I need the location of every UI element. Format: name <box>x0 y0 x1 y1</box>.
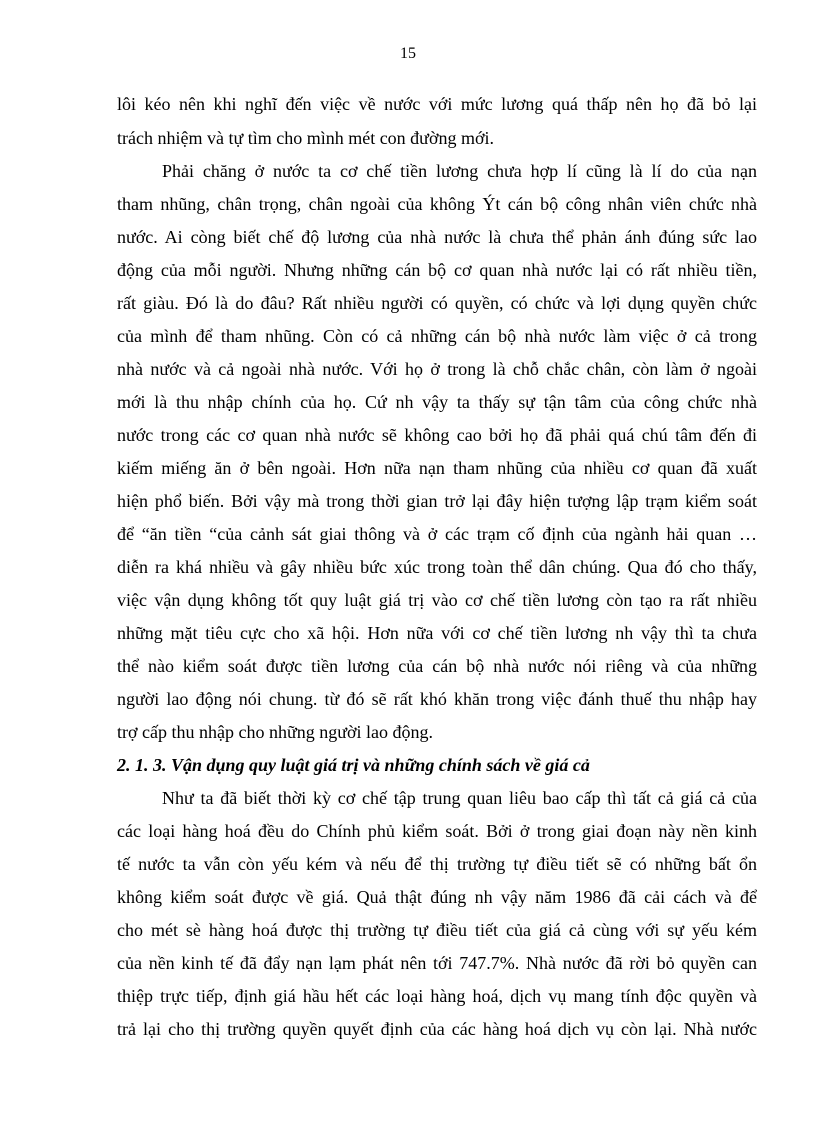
text-line: mới là thu nhập chính của họ. Cứ nh vậy ta thấy sự tận tâm của công chức nhà <box>117 392 757 412</box>
text-line: kiếm miếng ăn ở bên ngoài. Hơn nữa nạn tham nhũng của nhiều cơ quan đã xuất <box>117 458 757 478</box>
text-line: người lao động nói chung. từ đó sẽ rất khó khăn trong việc đánh thuế thu nhập hay <box>117 689 757 709</box>
text-line: diễn ra khá nhiều và gây nhiều bức xúc trong toàn thể dân chúng. Qua đó cho thấy, <box>117 557 757 577</box>
text-line: nước trong các cơ quan nhà nước sẽ không cao bởi họ đã phải quá chú tâm đến đi <box>117 425 757 445</box>
text-line: tham nhũng, chân trọng, chân ngoài của không Ýt cán bộ công nhân viên chức nhà <box>117 194 757 214</box>
text-line: trách nhiệm và tự tìm cho mình mét con đường mới. <box>117 128 494 148</box>
section-heading: 2. 1. 3. Vận dụng quy luật giá trị và những chính sách về giá cả <box>117 755 590 775</box>
text-line: động của mỗi người. Nhưng những cán bộ cơ quan nhà nước lại có rất nhiều tiền, <box>117 260 757 280</box>
text-line: Phải chăng ở nước ta cơ chế tiền lương chưa hợp lí cũng là lí do của nạn <box>162 161 757 181</box>
text-line: của mình để tham nhũng. Còn có cả những cán bộ nhà nước làm việc ở cả trong <box>117 326 757 346</box>
text-line: lôi kéo nên khi nghĩ đến việc về nước với mức lương quá thấp nên họ đã bỏ lại <box>117 94 757 114</box>
text-line: những mặt tiêu cực cho xã hội. Hơn nữa với cơ chế tiền lương nh vậy thì ta chưa <box>117 623 757 643</box>
text-line: để “ăn tiền “của cảnh sát giai thông và ở các trạm cố định của ngành hải quan … <box>117 524 757 544</box>
text-line: thiệp trực tiếp, định giá hầu hết các loại hàng hoá, dịch vụ mang tính độc quyền và <box>117 986 757 1006</box>
text-line: thể nào kiểm soát được tiền lương của cán bộ nhà nước nói riêng và của những <box>117 656 757 676</box>
text-line: không kiểm soát được về giá. Quả thật đúng nh vậy năm 1986 đã cải cách và để <box>117 887 757 907</box>
text-line: nhà nước và cả ngoài nhà nước. Với họ ở trong là chỗ chắc chân, còn làm ở ngoài <box>117 359 757 379</box>
page-number: 15 <box>400 45 416 62</box>
text-line: các loại hàng hoá đều do Chính phủ kiểm soát. Bởi ở trong giai đoạn này nền kinh <box>117 821 757 841</box>
text-line: cho mét sè hàng hoá được thị trường tự điều tiết của giá cả cùng với sự yếu kém <box>117 920 757 940</box>
text-line: của nền kinh tế đã đẩy nạn lạm phát nên tới 747.7%. Nhà nước đã rời bỏ quyền can <box>117 953 757 973</box>
text-line: Như ta đã biết thời kỳ cơ chế tập trung quan liêu bao cấp thì tất cả giá cả của <box>162 788 757 808</box>
text-line: nước. Ai còng biết chế độ lương của nhà nước là chưa thể phản ánh đúng sức lao <box>117 227 757 247</box>
text-line: việc vận dụng không tốt quy luật giá trị vào cơ chế tiền lương còn tạo ra rất nhiều <box>117 590 757 610</box>
text-line: trợ cấp thu nhập cho những người lao động. <box>117 722 433 742</box>
text-line: trả lại cho thị trường quyền quyết định của các hàng hoá dịch vụ còn lại. Nhà nước <box>117 1019 757 1039</box>
text-line: tế nước ta vẫn còn yếu kém và nếu để thị trường tự điều tiết sẽ có những bất ổn <box>117 854 757 874</box>
text-line: hiện phổ biến. Bởi vậy mà trong thời gian trở lại đây hiện tượng lập trạm kiểm soát <box>117 491 757 511</box>
text-line: rất giàu. Đó là do đâu? Rất nhiều người có quyền, có chức và lợi dụng quyền chức <box>117 293 757 313</box>
